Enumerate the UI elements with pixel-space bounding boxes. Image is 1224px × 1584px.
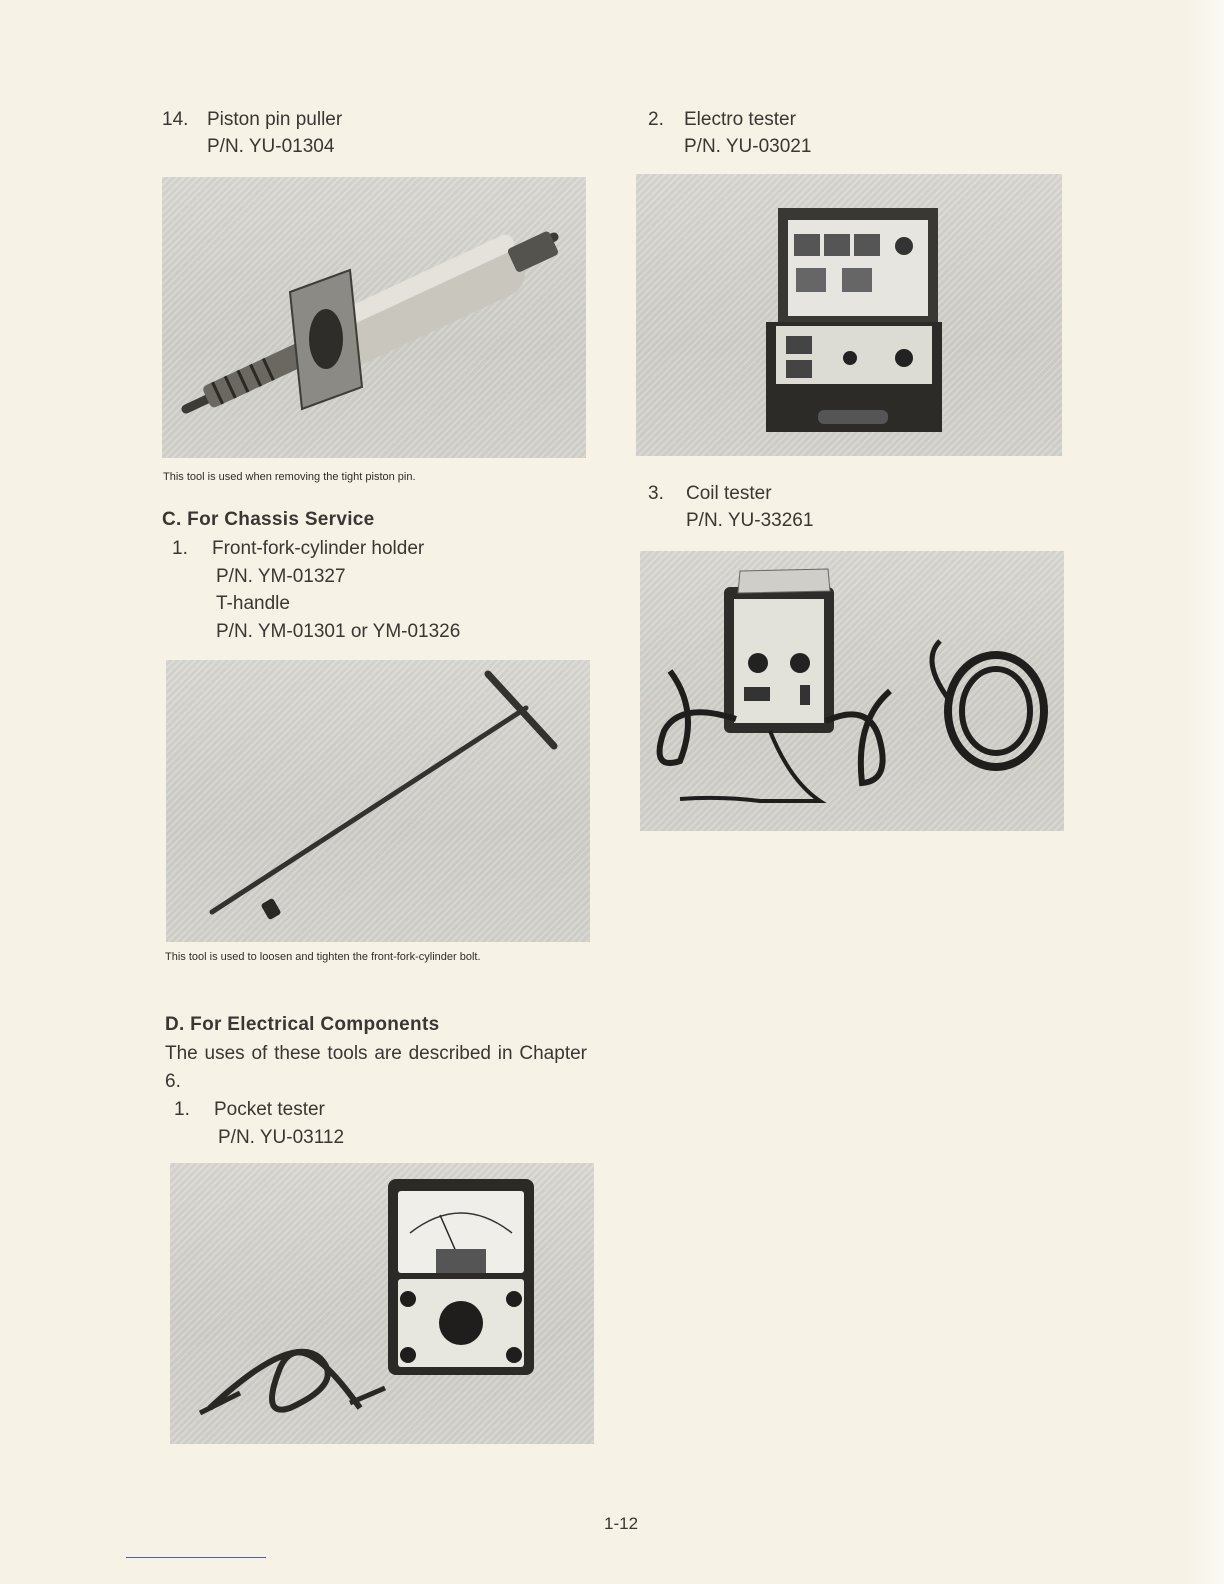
piston-pin-puller-photo bbox=[162, 177, 586, 458]
item-number: 1. bbox=[174, 1099, 190, 1120]
t-handle-caption: This tool is used to loosen and tighten the front-fork-cylinder bolt. bbox=[165, 951, 481, 963]
page-edge bbox=[1188, 0, 1224, 1584]
pocket-tester-item bbox=[174, 1096, 344, 1151]
item-electro-tester bbox=[648, 106, 811, 160]
item-coil-tester bbox=[648, 480, 813, 534]
item-name: Coil tester bbox=[686, 483, 772, 504]
section-c-heading: C. For Chassis Service bbox=[162, 509, 375, 530]
part-number: P/N. YM-01327 bbox=[216, 565, 346, 587]
item-name: Front-fork-cylinder holder bbox=[212, 538, 425, 559]
part-number: P/N. YU-03112 bbox=[218, 1126, 345, 1148]
part-number: P/N. YU-33261 bbox=[686, 510, 814, 531]
section-d-intro: The uses of these tools are described in Chapter 6. bbox=[165, 1043, 587, 1092]
front-fork-cylinder-holder-item bbox=[172, 535, 460, 645]
part-number: P/N. YU-03021 bbox=[684, 136, 812, 157]
item-number: 14. bbox=[162, 109, 189, 130]
extra-part-number: P/N. YM-01301 or YM-01326 bbox=[216, 620, 461, 642]
item-number: 3. bbox=[648, 483, 664, 504]
footer-rule bbox=[126, 1557, 266, 1558]
t-handle-photo bbox=[166, 660, 590, 942]
piston-pin-puller-caption: This tool is used when removing the tight piston pin. bbox=[163, 471, 416, 483]
section-d-heading: D. For Electrical Components bbox=[165, 1014, 440, 1035]
item-number: 1. bbox=[172, 538, 188, 559]
coil-tester-photo bbox=[640, 551, 1064, 831]
electro-tester-photo bbox=[636, 174, 1062, 456]
item-piston-pin-puller bbox=[162, 106, 342, 160]
extra-item-name: T-handle bbox=[216, 593, 290, 614]
item-name: Pocket tester bbox=[214, 1099, 325, 1120]
pocket-tester-photo bbox=[170, 1163, 594, 1444]
item-number: 2. bbox=[648, 109, 664, 130]
part-number: P/N. YU-01304 bbox=[207, 136, 335, 157]
page-number: 1-12 bbox=[604, 1514, 639, 1533]
item-name: Electro tester bbox=[684, 109, 796, 130]
item-name: Piston pin puller bbox=[207, 109, 343, 130]
